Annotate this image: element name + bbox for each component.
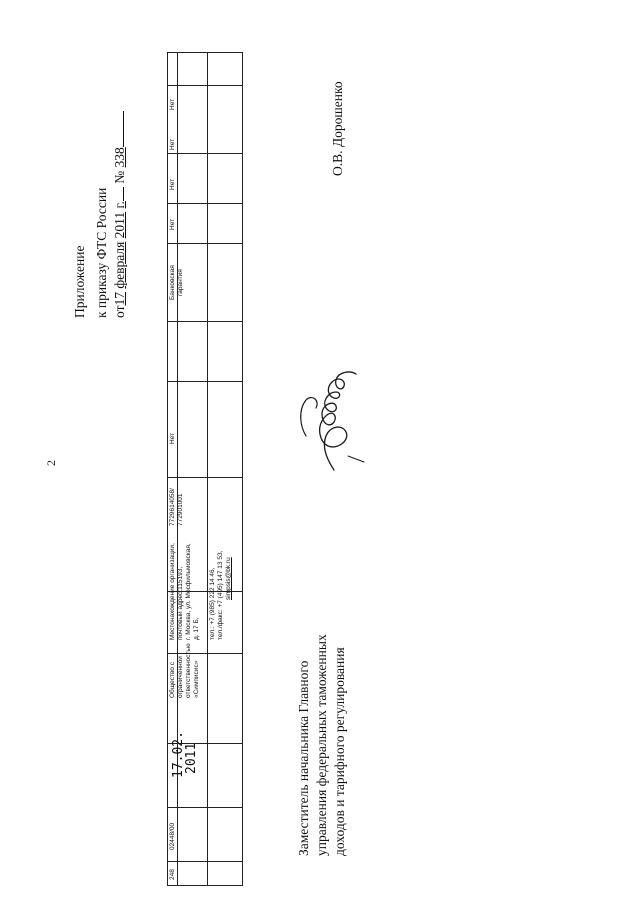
address-line: тел./факс: +7 (495) 147 13 53, [217, 550, 224, 640]
appendix-number-sign: № [112, 170, 127, 184]
appendix-from: от [112, 305, 127, 318]
kpp-line: 772901001 [177, 493, 184, 526]
appendix-order-ref: к приказу ФТС России [94, 187, 109, 318]
table-divider [168, 807, 242, 808]
cell-net: Нет [169, 138, 176, 150]
cell-reg-number: 02448/00 [169, 822, 176, 850]
table-divider [168, 321, 242, 322]
appendix-date-day: 17 [112, 292, 127, 306]
cell-net: Нет [169, 218, 176, 230]
page-number: 2 [44, 460, 58, 466]
cell-address [169, 543, 233, 640]
cell-inn-kpp [169, 488, 185, 526]
org-name-line: ограниченной [177, 656, 184, 698]
address-line: Местонахождение организации, [169, 543, 176, 640]
address-line: д. 17 Б, [193, 617, 200, 640]
cell-date-line2: 2011 [184, 742, 199, 774]
appendix-year-suffix: г. [112, 201, 127, 209]
cell-date-line1: 17.02. [171, 731, 186, 778]
inn-line: 7729614058/ [169, 488, 176, 526]
appendix-title: Приложение [72, 245, 87, 318]
table-divider [168, 861, 242, 862]
cell-row-number: 248 [169, 869, 176, 880]
appendix-date-month: февраля [112, 241, 127, 289]
address-line [201, 543, 209, 640]
org-name-line: ответственностью [185, 643, 192, 698]
signature-image [276, 366, 366, 476]
table-divider [168, 477, 242, 478]
signer-name: О.В. Дорошенко [330, 81, 345, 176]
table-divider [168, 85, 242, 86]
cell-net: Нет [169, 432, 176, 444]
table-divider [168, 243, 242, 244]
address-line: тел.: +7 (985) 222 14 46, [209, 567, 216, 640]
appendix-date-year: 2011 [112, 211, 127, 239]
cell-guarantee [169, 265, 185, 300]
guarantee-line: гарантия [177, 269, 184, 296]
signer-title-line: доходов и тарифного регулирования [332, 647, 347, 856]
address-email: simpsis@bk.ru [225, 557, 232, 600]
org-name-line: «Симписис» [193, 660, 200, 698]
org-name-line: Общество с [169, 662, 176, 698]
table-divider [168, 203, 242, 204]
blank-underline [123, 187, 124, 201]
table-divider [168, 153, 242, 154]
blank-underline [123, 111, 124, 147]
address-line: почтовый адрес:115193, [177, 566, 184, 640]
signer-title-line: управления федеральных таможенных [314, 634, 329, 856]
table-divider [207, 53, 208, 885]
cell-date [172, 731, 198, 778]
table-divider [168, 381, 242, 382]
appendix-number: 338 [112, 147, 127, 168]
signer-title-line: Заместитель начальника Главного [296, 660, 311, 856]
cell-org-name [169, 643, 201, 698]
cell-net: Нет [169, 178, 176, 190]
guarantee-line: Банковская [169, 265, 176, 300]
appendix-date-number [112, 111, 128, 318]
cell-net: Нет [169, 98, 176, 110]
address-line: г. Москва, ул. Мосфильмовская, [185, 543, 192, 640]
